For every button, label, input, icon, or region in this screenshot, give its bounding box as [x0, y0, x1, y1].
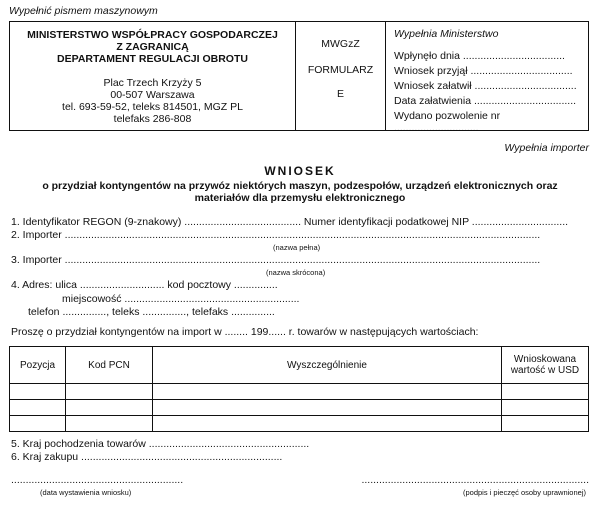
form-code-line: MWGzZ — [321, 38, 360, 50]
registry-row: Wniosek załatwił ................................... — [394, 80, 577, 92]
table-cell[interactable] — [66, 400, 153, 416]
table-cell[interactable] — [502, 400, 589, 416]
form-subtitle-line: materiałów dla przemysłu elektronicznego — [194, 192, 406, 204]
field-importer-full[interactable]: 2. Importer ................................................................................................................................................................... — [11, 229, 541, 241]
ministry-line: Z ZAGRANICĄ — [116, 41, 189, 53]
ministry-address-line: tel. 693-59-52, teleks 814501, MGZ PL — [62, 101, 243, 113]
date-caption: (data wystawienia wniosku) — [40, 488, 132, 497]
fill-instruction-note: Wypełnić pismem maszynowym — [9, 5, 158, 17]
table-cell[interactable] — [66, 384, 153, 400]
field-importer-short[interactable]: 3. Importer ................................................................................................................................................................... — [11, 254, 541, 266]
table-cell[interactable] — [10, 416, 66, 432]
col-header: Pozycja — [10, 347, 66, 384]
table-row[interactable] — [10, 400, 589, 416]
form-code-line: E — [336, 88, 344, 100]
table-cell[interactable] — [10, 400, 66, 416]
col-header: Wnioskowana wartość w USD — [502, 347, 589, 384]
table-cell[interactable] — [66, 416, 153, 432]
table-cell[interactable] — [153, 416, 502, 432]
ministry-fill-block — [386, 22, 588, 134]
ministry-address-line: Plac Trzech Krzyży 5 — [103, 77, 202, 89]
signature-caption: (podpis i pieczęć osoby uprawnionej) — [463, 488, 586, 497]
form-title: WNIOSEK — [264, 164, 336, 178]
registry-row: Wydano pozwolenie nr ............................. — [394, 110, 501, 134]
form-subtitle-line: o przydział kontyngentów na przywóz niektórych maszyn, podzespołów, urządzeń elektronicznych oraz — [42, 180, 558, 192]
ministry-address-line: 00-507 Warszawa — [110, 89, 195, 101]
date-signature-line[interactable]: ........................................................... — [11, 474, 184, 486]
table-cell[interactable] — [153, 384, 502, 400]
ministry-line: DEPARTAMENT REGULACJI OBROTU — [57, 53, 248, 65]
importer-note: Wypełnia importer — [504, 142, 589, 154]
col-header: Kod PCN — [66, 347, 153, 384]
signature-line[interactable]: .............................................................................. — [361, 474, 589, 486]
table-cell[interactable] — [502, 384, 589, 400]
table-cell[interactable] — [10, 384, 66, 400]
field-contact[interactable]: telefon ..............., teleks ..............., telefaks ............... — [28, 306, 275, 318]
ministry-block — [10, 22, 296, 130]
request-line: Proszę o przydział kontyngentów na import w ........ 199...... r. towarów w następujących wartościach: — [11, 326, 479, 338]
ministry-address-line: telefaks 286-808 — [113, 113, 192, 125]
field-regon-nip[interactable]: 1. Identyfikator REGON (9-znakowy) ........................................ Numer identyfikacji podatkowej NIP ................................. — [11, 216, 569, 228]
form-code-block — [296, 22, 386, 130]
field-address-street[interactable]: 4. Adres: ulica ............................. kod pocztowy ............... — [11, 279, 278, 291]
registry-row: Wpłynęło dnia ................................... — [394, 50, 565, 62]
field-purchase-country[interactable]: 6. Kraj zakupu ..................................................................... — [11, 451, 283, 463]
form-code-line: FORMULARZ — [307, 64, 374, 76]
hint-full-name: (nazwa pełna) — [273, 243, 321, 252]
col-header: Wyszczególnienie — [153, 347, 502, 384]
items-table-header — [10, 347, 589, 384]
registry-row: Wniosek przyjął ................................... — [394, 65, 573, 77]
table-cell[interactable] — [502, 416, 589, 432]
table-row[interactable] — [10, 416, 589, 432]
field-origin-country[interactable]: 5. Kraj pochodzenia towarów ....................................................... — [11, 438, 310, 450]
table-cell[interactable] — [153, 400, 502, 416]
ministry-fill-title: Wypełnia Ministerstwo — [394, 28, 499, 40]
table-row[interactable] — [10, 384, 589, 400]
ministry-line: MINISTERSTWO WSPÓŁPRACY GOSPODARCZEJ — [27, 29, 278, 41]
header-box — [9, 21, 589, 134]
field-address-city[interactable]: miejscowość ............................................................ — [62, 293, 300, 305]
items-table — [9, 346, 589, 432]
hint-short-name: (nazwa skrócona) — [266, 268, 326, 277]
registry-row: Data załatwienia ................................... — [394, 95, 577, 107]
